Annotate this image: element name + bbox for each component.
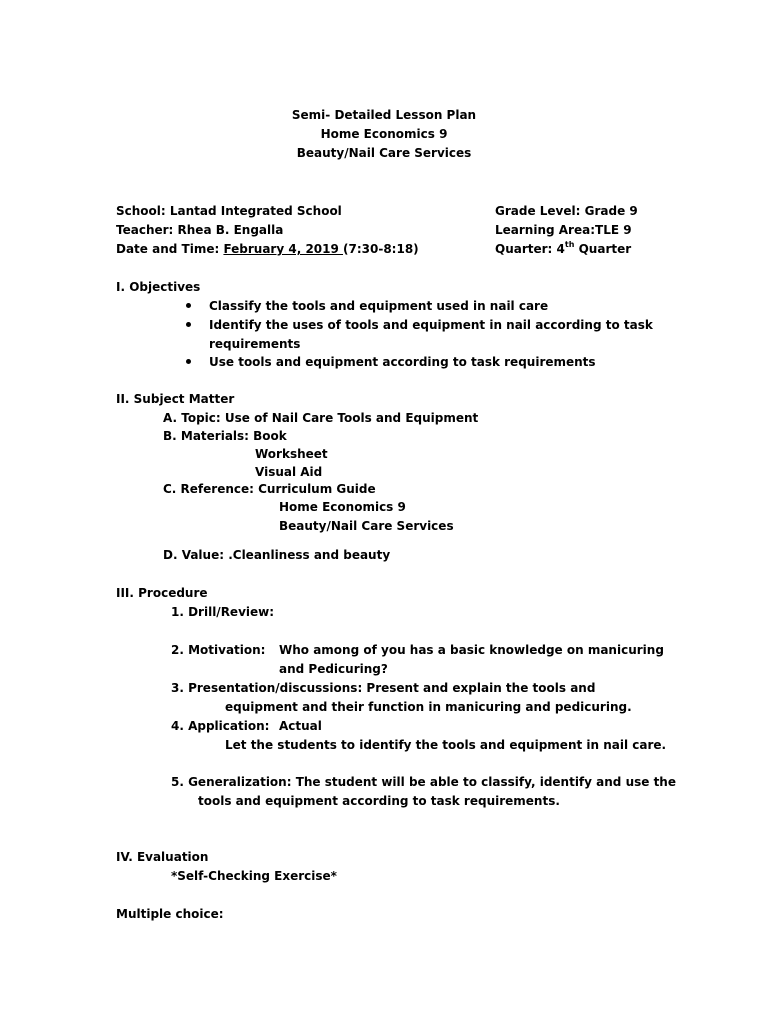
materials-item-3: Visual Aid — [255, 465, 323, 479]
learning-area-field: Learning Area:TLE 9 — [495, 223, 632, 237]
reference-item-3: Beauty/Nail Care Services — [279, 519, 454, 533]
doc-subject: Home Economics 9 — [320, 127, 448, 141]
bullet-icon — [186, 359, 191, 364]
time-value: (7:30-8:18) — [343, 242, 419, 256]
doc-topic: Beauty/Nail Care Services — [296, 146, 472, 160]
date-label: Date and Time: — [116, 242, 224, 256]
quarter-field — [495, 241, 631, 257]
generalization-item: 5. Generalization: The student will be able to classify, identify and use the — [171, 775, 676, 789]
presentation-item-2: equipment and their function in manicuring and pedicuring. — [225, 700, 632, 714]
objective-item-continuation: requirements — [209, 337, 301, 351]
doc-title: Semi- Detailed Lesson Plan — [291, 108, 477, 122]
materials-item: B. Materials: Book — [163, 429, 287, 443]
value-item: D. Value: .Cleanliness and beauty — [163, 548, 391, 562]
materials-item-2: Worksheet — [255, 447, 328, 461]
application-item-2: Let the students to identify the tools and equipment in nail care. — [225, 738, 667, 752]
motivation-text: Who among of you has a basic knowledge on manicuring — [279, 643, 664, 657]
date-time-field — [116, 241, 419, 257]
teacher-field: Teacher: Rhea B. Engalla — [116, 223, 284, 237]
objective-item: Identify the uses of tools and equipment in nail according to task — [209, 318, 653, 332]
application-label: 4. Application: — [171, 719, 270, 733]
quarter-superscript: th — [564, 240, 575, 249]
application-value: Actual — [279, 719, 322, 733]
date-value: February 4, 2019 — [223, 242, 344, 256]
quarter-prefix: Quarter: 4 — [495, 242, 565, 256]
motivation-text-2: and Pedicuring? — [279, 662, 388, 676]
presentation-item: 3. Presentation/discussions: Present and explain the tools and — [171, 681, 596, 695]
procedure-heading: III. Procedure — [116, 586, 208, 600]
drill-item: 1. Drill/Review: — [171, 605, 275, 619]
subject-matter-heading: II. Subject Matter — [116, 392, 235, 406]
grade-level-field: Grade Level: Grade 9 — [495, 204, 638, 218]
quarter-suffix: Quarter — [574, 242, 632, 256]
bullet-icon — [186, 322, 191, 327]
reference-item-2: Home Economics 9 — [279, 500, 406, 514]
generalization-item-2: tools and equipment according to task requirements. — [198, 794, 560, 808]
bullet-icon — [186, 303, 191, 308]
school-field: School: Lantad Integrated School — [116, 204, 342, 218]
topic-item: A. Topic: Use of Nail Care Tools and Equipment — [163, 411, 479, 425]
objectives-heading: I. Objectives — [116, 280, 201, 294]
self-checking-exercise: *Self-Checking Exercise* — [171, 869, 337, 883]
objective-item: Use tools and equipment according to task requirements — [209, 355, 596, 369]
multiple-choice-label: Multiple choice: — [116, 907, 224, 921]
reference-item: C. Reference: Curriculum Guide — [163, 482, 376, 496]
objective-item: Classify the tools and equipment used in nail care — [209, 299, 549, 313]
motivation-label: 2. Motivation: — [171, 643, 266, 657]
evaluation-heading: IV. Evaluation — [116, 850, 209, 864]
